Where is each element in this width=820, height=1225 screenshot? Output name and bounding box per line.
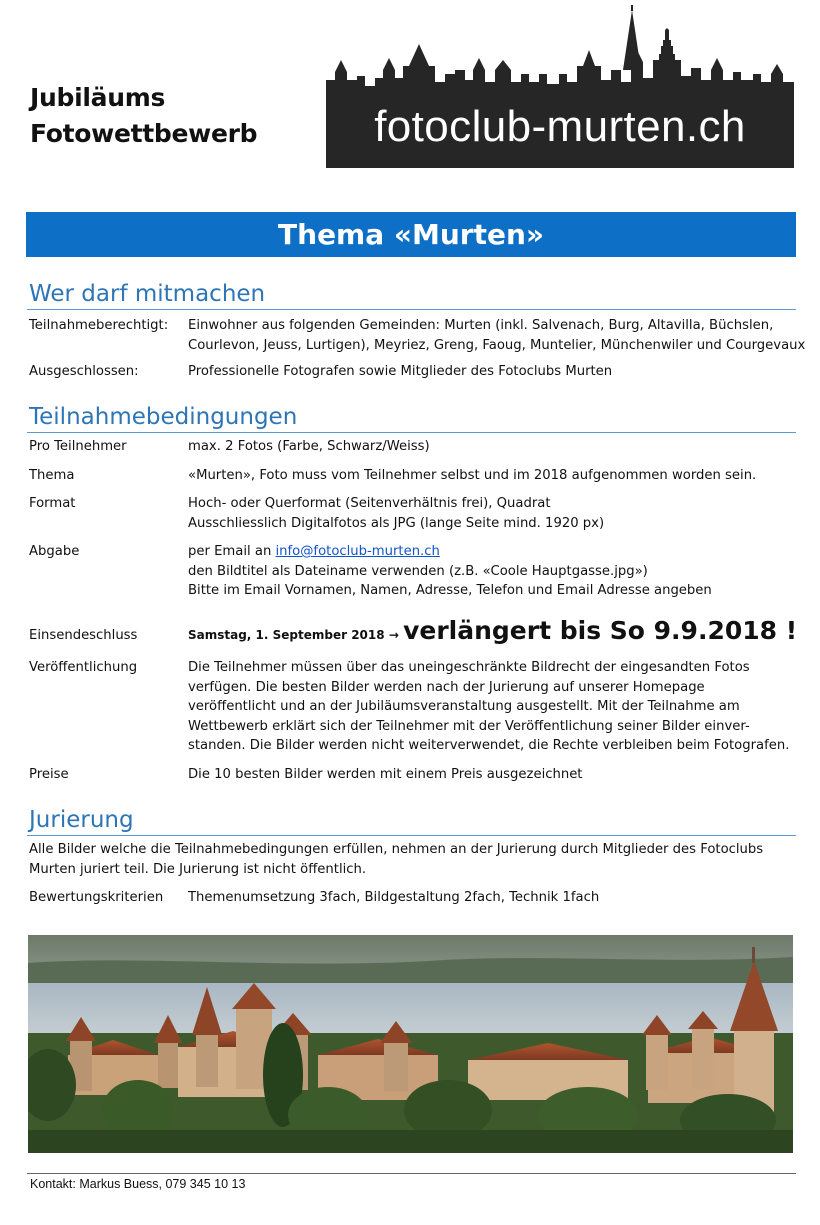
murten-town-photo <box>28 935 793 1153</box>
section-heading-jury <box>27 805 796 836</box>
value-line: Ausschliesslich Digitalfotos als JPG (lange Seite mind. 1920 px) <box>188 515 605 531</box>
value-line: Einwohner aus folgenden Gemeinden: Murten (inkl. Salvenach, Burg, Altavilla, Büchslen, <box>188 318 774 333</box>
row-value <box>188 316 808 355</box>
row-label: Bewertungskriterien <box>29 890 164 905</box>
section-title: Jurierung <box>29 807 134 833</box>
value-line: Die Teilnehmer müssen über das uneingeschränkte Bildrecht der eingesandten Fotos <box>188 660 750 675</box>
fotoclub-logo[interactable] <box>325 0 795 170</box>
section-heading-participation <box>27 279 796 310</box>
title-line-2: Fotowettbewerb <box>30 119 258 148</box>
email-link[interactable]: info@fotoclub-murten.ch <box>275 544 440 559</box>
row-value <box>188 494 808 533</box>
logo-banner <box>326 98 794 168</box>
original-deadline: Samstag, 1. September 2018 <box>188 628 385 642</box>
email-prefix: per Email an <box>188 544 276 559</box>
jury-intro-line: Murten juriert teil. Die Jurierung ist nicht öffentlich. <box>29 861 367 877</box>
section-heading-conditions <box>27 402 796 433</box>
value-line: veröffentlicht und an der Jubiläumsveranstaltung ausgestellt. Mit der Teilnahme am <box>188 699 740 715</box>
town-silhouette-icon <box>325 0 795 102</box>
arrow-right-icon: → <box>388 628 399 642</box>
row-label: Abgabe <box>29 544 80 559</box>
row-label: Einsendeschluss <box>29 628 138 643</box>
row-label: Veröffentlichung <box>29 660 138 675</box>
row-label: Ausgeschlossen: <box>29 364 139 379</box>
title-line-1: Jubiläums <box>30 83 166 112</box>
row-label: Thema <box>29 468 75 483</box>
value-line: verfügen. Die besten Bilder werden nach der Jurierung auf unserer Homepage <box>188 679 705 695</box>
theme-title: Thema «Murten» <box>278 218 544 251</box>
row-label: Teilnahmeberechtigt: <box>29 318 169 333</box>
theme-banner <box>26 212 796 257</box>
page-title <box>30 80 257 152</box>
row-label: Preise <box>29 767 69 782</box>
row-value: «Murten», Foto muss vom Teilnehmer selbst und im 2018 aufgenommen worden sein. <box>188 468 757 483</box>
row-value <box>188 658 808 756</box>
jury-intro-line: Alle Bilder welche die Teilnahmebedingungen erfüllen, nehmen an der Jurierung durch Mitglieder des Fotoclubs <box>29 842 764 857</box>
value-line <box>188 542 808 562</box>
row-label: Format <box>29 496 76 511</box>
footer-divider <box>27 1173 796 1174</box>
extended-deadline: verlängert bis So 9.9.2018 ! <box>403 616 798 645</box>
value-line: Bitte im Email Vornamen, Namen, Adresse, Telefon und Email Adresse angeben <box>188 583 712 599</box>
row-value <box>188 542 808 601</box>
value-line: den Bildtitel als Dateiname verwenden (z.B. «Coole Hauptgasse.jpg») <box>188 563 648 579</box>
row-value: Die 10 besten Bilder werden mit einem Preis ausgezeichnet <box>188 767 583 782</box>
jury-intro <box>29 840 789 879</box>
row-label: Pro Teilnehmer <box>29 439 127 454</box>
row-value: Themenumsetzung 3fach, Bildgestaltung 2fach, Technik 1fach <box>188 890 600 905</box>
section-title: Teilnahmebedingungen <box>29 404 298 430</box>
value-line: Courlevon, Jeuss, Lurtigen), Meyriez, Greng, Faoug, Muntelier, Münchenwiler und Courgevaux <box>188 337 806 353</box>
section-title: Wer darf mitmachen <box>29 281 266 307</box>
value-line: Wettbewerb erklärt sich der Teilnehmer mit der Veröffentlichung seiner Bilder einver- <box>188 718 750 734</box>
value-line: standen. Die Bilder werden nicht weiterverwendet, die Rechte verbleiben beim Fotografen. <box>188 738 790 754</box>
deadline-value <box>188 616 798 646</box>
value-line: Hoch- oder Querformat (Seitenverhältnis frei), Quadrat <box>188 496 551 511</box>
row-value: max. 2 Fotos (Farbe, Schwarz/Weiss) <box>188 439 430 454</box>
row-value: Professionelle Fotografen sowie Mitglieder des Fotoclubs Murten <box>188 364 613 379</box>
footer-contact: Kontakt: Markus Buess, 079 345 10 13 <box>30 1177 246 1191</box>
logo-text: fotoclub-murten.ch <box>374 102 746 151</box>
